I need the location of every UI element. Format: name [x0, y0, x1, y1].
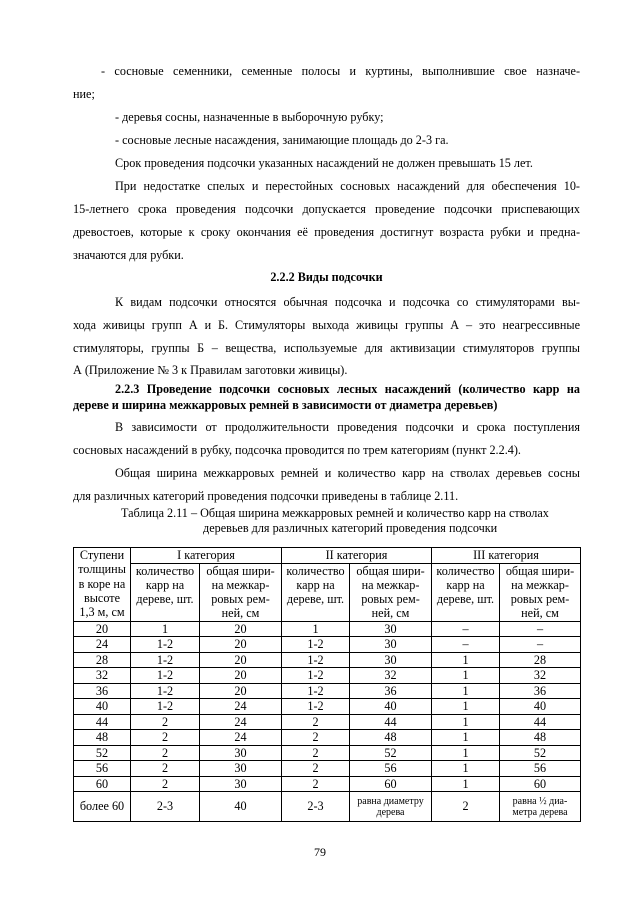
table-cell: 2: [131, 730, 200, 746]
paragraph-line: - сосновые лесные насаждения, занимающие площадь до 2-3 га.: [115, 133, 449, 147]
page-number: 79: [314, 845, 326, 859]
table-cell: 1-2: [131, 699, 200, 715]
table-cell: 56: [74, 761, 131, 777]
table-cell: 1: [432, 652, 500, 668]
table-cell: 56: [350, 761, 432, 777]
header-count: количество карр на дереве, шт.: [432, 563, 500, 621]
table-cell: 2: [131, 745, 200, 761]
table-cell: 48: [500, 730, 581, 746]
section-heading: 2.2.2 Виды подсочки: [270, 270, 383, 284]
table-cell: 1: [432, 699, 500, 715]
table-cell: 1: [432, 745, 500, 761]
table-cell: 24: [74, 637, 131, 653]
table-cell: 30: [350, 637, 432, 653]
table-cell: 24: [200, 730, 282, 746]
table-row: [74, 761, 581, 777]
table-cell: 1: [432, 730, 500, 746]
table-cell: 1: [282, 621, 350, 637]
table-cell: 2: [131, 714, 200, 730]
table-cell: 36: [500, 683, 581, 699]
paragraph-line: К видам подсочки относятся обычная подсочка и подсочка со стимуляторами вы-: [115, 295, 580, 309]
paragraph-line: При недостатке спелых и перестойных сосновых насаждений для обеспечения 10-: [115, 179, 580, 193]
table-cell: 56: [500, 761, 581, 777]
table-cell: 2: [282, 761, 350, 777]
paragraph-line: Общая ширина межкарровых ремней и количество карр на стволах деревьев сосны: [115, 466, 580, 480]
table-cell: 60: [74, 776, 131, 792]
table-cell: 52: [500, 745, 581, 761]
table-cell: 24: [200, 699, 282, 715]
table-cell: 2: [282, 776, 350, 792]
table-row: [74, 730, 581, 746]
paragraph-line: - деревья сосны, назначенные в выборочную рубку;: [115, 110, 384, 124]
table-cell: 1-2: [282, 652, 350, 668]
table-cell: –: [500, 621, 581, 637]
table-cell: 30: [350, 621, 432, 637]
table-cell: 32: [500, 668, 581, 684]
table-cell: 40: [200, 792, 282, 822]
paragraph-line: ние;: [73, 87, 95, 101]
table-cell: 44: [350, 714, 432, 730]
header-category-2: II категория: [282, 548, 432, 564]
table-cell: 1-2: [282, 637, 350, 653]
header-count: количество карр на дереве, шт.: [131, 563, 200, 621]
table-body: [74, 621, 581, 792]
paragraph-line: хода живицы групп А и Б. Стимуляторы выхода живицы группы А – это неагрессивные: [73, 318, 580, 332]
paragraph-line: А (Приложение № 3 к Правилам заготовки живицы).: [73, 363, 348, 377]
table-cell: 2-3: [282, 792, 350, 822]
table-cell: 2: [282, 730, 350, 746]
paragraph-line: для различных категорий проведения подсочки приведены в таблице 2.11.: [73, 489, 459, 503]
table-cell: 20: [74, 621, 131, 637]
table-row: [74, 745, 581, 761]
header-width: общая шири- на межкар- ровых рем- ней, см: [500, 563, 581, 621]
table-cell: 44: [500, 714, 581, 730]
table-cell: 44: [74, 714, 131, 730]
table-cell: 1-2: [131, 668, 200, 684]
table-cell: 2: [282, 745, 350, 761]
paragraph-line: древостоев, которые к сроку окончания её проведения достигнут возраста рубки и предна-: [73, 225, 580, 239]
header-category-1: I категория: [131, 548, 282, 564]
table-cell: 36: [350, 683, 432, 699]
table-row: [74, 683, 581, 699]
table-cell: 1-2: [131, 637, 200, 653]
table-cell: 32: [350, 668, 432, 684]
data-table: [73, 547, 581, 822]
table-cell: 30: [200, 761, 282, 777]
header-width: общая шири- на межкар- ровых рем- ней, см: [200, 563, 282, 621]
table-cell: 40: [74, 699, 131, 715]
table-cell: 2: [131, 761, 200, 777]
table-cell: 1: [432, 761, 500, 777]
table-cell: 30: [350, 652, 432, 668]
table-cell: 60: [350, 776, 432, 792]
table-cell: 36: [74, 683, 131, 699]
header-steps: Ступени толщины в коре на высоте 1,3 м, см: [74, 548, 131, 622]
table-cell: более 60: [74, 792, 131, 822]
table-cell: 1: [432, 668, 500, 684]
table-cell: 40: [350, 699, 432, 715]
table-cell: 48: [74, 730, 131, 746]
table-cell: –: [432, 621, 500, 637]
table-cell: –: [500, 637, 581, 653]
table-cell: 52: [74, 745, 131, 761]
table-cell: 1-2: [131, 652, 200, 668]
paragraph-line: сосновых насаждений в рубку, подсочка проводится по трем категориям (пункт 2.2.4).: [73, 443, 521, 457]
paragraph-line: - сосновые семенники, семенные полосы и куртины, выполнившие свое назначе-: [101, 64, 580, 78]
table-cell: 1-2: [282, 668, 350, 684]
paragraph-line: стимуляторы, группы Б – вещества, используемые для активизации стимуляторов группы: [73, 341, 580, 355]
header-width: общая шири- на межкар- ровых рем- ней, см: [350, 563, 432, 621]
table-cell: 2: [282, 714, 350, 730]
table-row: [74, 776, 581, 792]
table-cell: –: [432, 637, 500, 653]
table-cell: 32: [74, 668, 131, 684]
table-cell: 1: [432, 714, 500, 730]
paragraph-line: В зависимости от продолжительности проведения подсочки и срока поступления: [115, 420, 580, 434]
table-cell: 30: [200, 745, 282, 761]
table-caption: деревьев для различных категорий проведения подсочки: [203, 521, 498, 535]
table-row: [74, 637, 581, 653]
table-cell: 48: [350, 730, 432, 746]
table-cell: 1: [432, 776, 500, 792]
paragraph-line: 15-летнего срока проведения подсочки допускается проведение подсочки приспевающих: [73, 202, 580, 216]
table-cell: 1-2: [131, 683, 200, 699]
table-cell: 2: [131, 776, 200, 792]
table-cell: 1: [131, 621, 200, 637]
table-cell: равна диаметру дерева: [350, 792, 432, 822]
table-cell: 28: [500, 652, 581, 668]
paragraph-line: значаются для рубки.: [73, 248, 184, 262]
table-cell: 2: [432, 792, 500, 822]
table-cell: 28: [74, 652, 131, 668]
table-cell: 24: [200, 714, 282, 730]
table-caption: Таблица 2.11 – Общая ширина межкарровых ремней и количество карр на стволах: [121, 506, 549, 520]
table-row: [74, 699, 581, 715]
table-cell: 20: [200, 668, 282, 684]
table-cell: 20: [200, 637, 282, 653]
table-row: [74, 668, 581, 684]
table-cell: 2-3: [131, 792, 200, 822]
table-row: [74, 621, 581, 637]
table-row: [74, 714, 581, 730]
table-row: [74, 652, 581, 668]
table-cell: 30: [200, 776, 282, 792]
section-heading: 2.2.3 Проведение подсочки сосновых лесных насаждений (количество карр на: [115, 382, 580, 396]
table-cell: 20: [200, 652, 282, 668]
table-cell: 52: [350, 745, 432, 761]
table-cell: 40: [500, 699, 581, 715]
table-cell: 1-2: [282, 683, 350, 699]
table-row: [74, 792, 581, 822]
table-cell: равна ½ диа- метра дерева: [500, 792, 581, 822]
table-cell: 60: [500, 776, 581, 792]
table-cell: 1: [432, 683, 500, 699]
table-cell: 20: [200, 683, 282, 699]
section-heading: дереве и ширина межкарровых ремней в зависимости от диаметра деревьев): [73, 398, 498, 412]
paragraph-line: Срок проведения подсочки указанных насаждений не должен превышать 15 лет.: [115, 156, 533, 170]
header-category-3: III категория: [432, 548, 581, 564]
table-cell: 1-2: [282, 699, 350, 715]
table-cell: 20: [200, 621, 282, 637]
header-count: количество карр на дереве, шт.: [282, 563, 350, 621]
